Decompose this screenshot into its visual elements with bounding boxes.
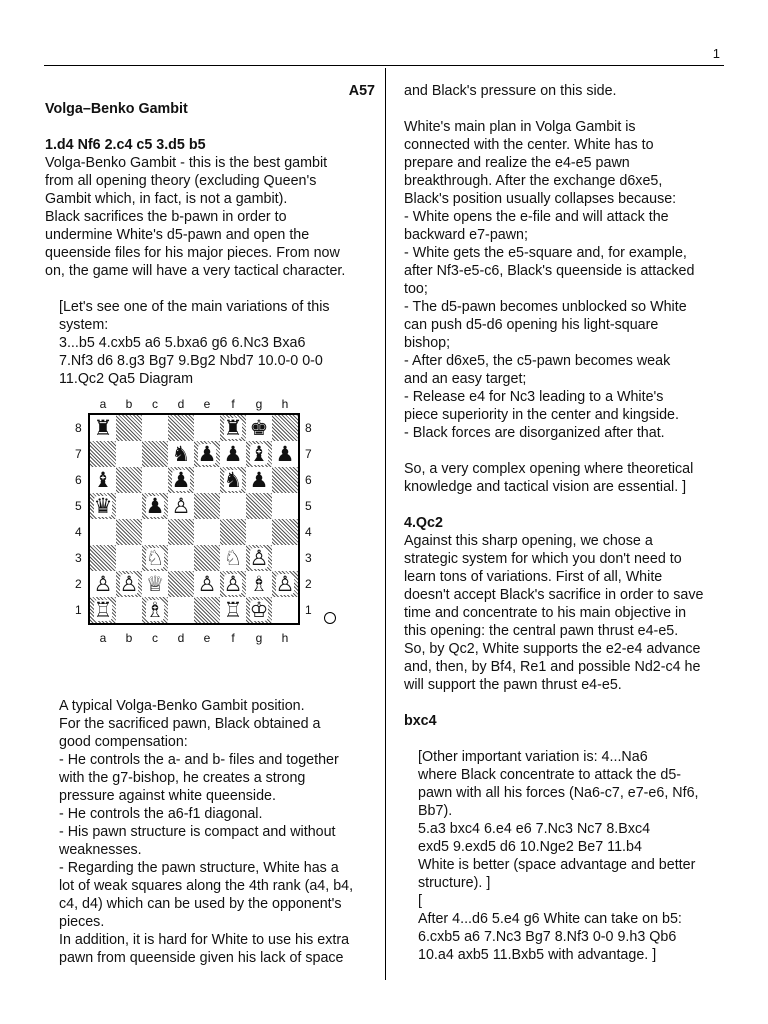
rank-label: 3 [305, 551, 312, 565]
text-line: can push d5-d6 opening his light-square [404, 317, 659, 333]
move-heading-qc2: 4.Qc2 [404, 515, 443, 531]
rank-label: 6 [75, 473, 82, 487]
square-b4 [116, 519, 142, 545]
text-line: weaknesses. [59, 842, 142, 858]
chess-piece: ♟ [171, 467, 191, 492]
file-label: d [177, 397, 185, 411]
chess-piece: ♟ [275, 441, 295, 466]
text-line: learn tons of variations. First of all, White [404, 569, 663, 585]
square-g4 [246, 519, 272, 545]
square-f8 [220, 415, 246, 441]
text-line: - His pawn structure is compact and without [59, 824, 336, 840]
text-line: 6.cxb5 a6 7.Nc3 Bg7 8.Nf3 0-0 9.h3 Qb6 [418, 929, 677, 945]
rank-labels-right [305, 415, 312, 623]
text-line: - After d6xe5, the c5-pawn becomes weak [404, 353, 671, 369]
square-b1 [116, 597, 142, 623]
chess-piece: ♖ [223, 597, 243, 622]
file-label: f [231, 397, 235, 411]
rank-label: 8 [305, 421, 312, 435]
text-line: and Black's pressure on this side. [404, 83, 617, 99]
square-h8 [272, 415, 298, 441]
square-h5 [272, 493, 298, 519]
square-f4 [220, 519, 246, 545]
file-label: b [125, 631, 133, 645]
square-a8 [90, 415, 116, 441]
square-b7 [116, 441, 142, 467]
text-line: knowledge and tactical vision are essential. ] [404, 479, 687, 495]
text-line: Bb7). [418, 803, 453, 819]
text-line: White's main plan in Volga Gambit is [404, 119, 636, 135]
chess-piece: ♙ [197, 571, 217, 596]
text-line: good compensation: [59, 734, 188, 750]
text-line: c4, d4) which can be used by the opponent's [59, 896, 342, 912]
eco-code: A57 [348, 83, 375, 99]
square-a4 [90, 519, 116, 545]
square-a5 [90, 493, 116, 519]
text-line: from all opening theory (excluding Queen's [45, 173, 317, 189]
text-line: - Black forces are disorganized after that. [404, 425, 665, 441]
text-line: 3...b5 4.cxb5 a6 5.bxa6 g6 6.Nc3 Bxa6 [59, 335, 306, 351]
file-label: h [281, 631, 289, 645]
text-line: [Other important variation is: 4...Na6 [418, 749, 648, 765]
chess-piece: ♝ [93, 467, 113, 492]
square-a6 [90, 467, 116, 493]
rank-label: 1 [305, 603, 312, 617]
file-label: e [203, 397, 211, 411]
square-f1 [220, 597, 246, 623]
text-line: - The d5-pawn becomes unblocked so White [404, 299, 687, 315]
square-a1 [90, 597, 116, 623]
text-line: After 4...d6 5.e4 g6 White can take on b5: [418, 911, 682, 927]
chess-piece: ♔ [249, 597, 269, 622]
text-line: [Let's see one of the main variations of this [59, 299, 330, 315]
square-e6 [194, 467, 220, 493]
rank-label: 1 [75, 603, 82, 617]
text-line: So, a very complex opening where theoretical [404, 461, 694, 477]
rank-label: 3 [75, 551, 82, 565]
square-h3 [272, 545, 298, 571]
square-d7 [168, 441, 194, 467]
square-e5 [194, 493, 220, 519]
chess-piece: ♜ [223, 415, 243, 440]
file-label: d [177, 631, 185, 645]
file-label: f [231, 631, 235, 645]
text-line: backward e7-pawn; [404, 227, 528, 243]
square-d6 [168, 467, 194, 493]
text-line: So, by Qc2, White supports the e2-e4 advance [404, 641, 701, 657]
text-line: structure). ] [418, 875, 491, 891]
square-b5 [116, 493, 142, 519]
square-e1 [194, 597, 220, 623]
chess-piece: ♟ [249, 467, 269, 492]
right-column [404, 82, 734, 964]
text-line: doesn't accept Black's sacrifice in order to save [404, 587, 704, 603]
white-to-move-indicator [324, 612, 336, 624]
text-line: - Regarding the pawn structure, White has a [59, 860, 339, 876]
square-g7 [246, 441, 272, 467]
square-g5 [246, 493, 272, 519]
square-e3 [194, 545, 220, 571]
chess-piece: ♙ [249, 545, 269, 570]
text-line: Gambit which, in fact, is not a gambit). [45, 191, 288, 207]
chess-piece: ♙ [119, 571, 139, 596]
square-g1 [246, 597, 272, 623]
text-line: connected with the center. White has to [404, 137, 654, 153]
square-a7 [90, 441, 116, 467]
text-line: prepare and realize the e4-e5 pawn [404, 155, 630, 171]
square-e4 [194, 519, 220, 545]
square-c3 [142, 545, 168, 571]
chess-piece: ♜ [93, 415, 113, 440]
chess-piece: ♙ [275, 571, 295, 596]
header-rule [44, 65, 724, 66]
column-divider [385, 68, 386, 980]
file-label: c [152, 631, 158, 645]
square-h4 [272, 519, 298, 545]
text-line: In addition, it is hard for White to use his extra [59, 932, 350, 948]
rank-label: 5 [305, 499, 312, 513]
qc2-explanation [404, 532, 734, 694]
square-c5 [142, 493, 168, 519]
square-e2 [194, 571, 220, 597]
rank-label: 8 [75, 421, 82, 435]
position-analysis [45, 697, 375, 967]
file-label: e [203, 631, 211, 645]
chess-piece: ♗ [145, 597, 165, 622]
text-line: A typical Volga-Benko Gambit position. [59, 698, 305, 714]
text-line: - White opens the e-file and will attack the [404, 209, 669, 225]
file-label: a [99, 397, 107, 411]
text-line: this opening: the central pawn thrust e4-e5. [404, 623, 679, 639]
square-c8 [142, 415, 168, 441]
rank-label: 4 [75, 525, 82, 539]
rank-label: 2 [75, 577, 82, 591]
square-f7 [220, 441, 246, 467]
text-line: 11.Qc2 Qa5 Diagram [59, 371, 194, 387]
file-label: h [281, 397, 289, 411]
text-line: - Release e4 for Nc3 leading to a White's [404, 389, 664, 405]
text-line: and, then, by Bf4, Re1 and possible Nd2-c4 he [404, 659, 701, 675]
move-heading-bxc4: bxc4 [404, 713, 437, 729]
file-label: c [152, 397, 158, 411]
text-line: too; [404, 281, 428, 297]
square-h6 [272, 467, 298, 493]
file-labels-bottom [90, 629, 298, 647]
text-line: For the sacrificed pawn, Black obtained a [59, 716, 321, 732]
rank-label: 5 [75, 499, 82, 513]
square-g3 [246, 545, 272, 571]
chess-piece: ♘ [223, 545, 243, 570]
text-line: White is better (space advantage and better [418, 857, 696, 873]
file-labels-top [90, 395, 298, 413]
square-f3 [220, 545, 246, 571]
chess-diagram [45, 393, 375, 663]
text-line: where Black concentrate to attack the d5- [418, 767, 682, 783]
chess-board [88, 413, 300, 625]
square-b8 [116, 415, 142, 441]
text-line: Against this sharp opening, we chose a [404, 533, 653, 549]
summary-paragraph [404, 460, 734, 496]
square-h7 [272, 441, 298, 467]
intro-paragraph [45, 154, 375, 280]
square-g6 [246, 467, 272, 493]
rank-label: 7 [75, 447, 82, 461]
text-line: queenside files for his major pieces. From now [45, 245, 340, 261]
chess-piece: ♞ [171, 441, 191, 466]
text-line: Black sacrifices the b-pawn in order to [45, 209, 287, 225]
text-line: [ [418, 893, 422, 909]
file-label: a [99, 631, 107, 645]
square-d1 [168, 597, 194, 623]
square-c6 [142, 467, 168, 493]
square-g2 [246, 571, 272, 597]
square-b3 [116, 545, 142, 571]
text-line: will support the pawn thrust e4-e5. [404, 677, 622, 693]
white-plan-paragraph [404, 118, 734, 442]
continued-paragraph [404, 82, 734, 100]
page-number: 1 [712, 46, 720, 61]
text-line: system: [59, 317, 109, 333]
chess-piece: ♚ [249, 415, 269, 440]
square-a3 [90, 545, 116, 571]
text-line: - White gets the e5-square and, for example, [404, 245, 687, 261]
square-b2 [116, 571, 142, 597]
chess-piece: ♟ [145, 493, 165, 518]
file-label: g [255, 397, 263, 411]
text-line: and an easy target; [404, 371, 527, 387]
opening-title: Volga–Benko Gambit [45, 101, 188, 117]
chess-piece: ♖ [93, 597, 113, 622]
text-line: piece superiority in the center and kingside. [404, 407, 679, 423]
square-c2 [142, 571, 168, 597]
chess-piece: ♛ [93, 493, 113, 518]
text-line: on, the game will have a very tactical character. [45, 263, 346, 279]
chess-piece: ♗ [249, 571, 269, 596]
text-line: - He controls the a- and b- files and together [59, 752, 339, 768]
text-line: after Nf3-e5-c6, Black's queenside is attacked [404, 263, 695, 279]
chess-piece: ♙ [93, 571, 113, 596]
text-line: Black's position usually collapses because: [404, 191, 677, 207]
square-f5 [220, 493, 246, 519]
chess-piece: ♟ [197, 441, 217, 466]
text-line: breakthrough. After the exchange d6xe5, [404, 173, 663, 189]
square-b6 [116, 467, 142, 493]
square-f2 [220, 571, 246, 597]
rank-labels-left [75, 415, 82, 623]
text-line: pieces. [59, 914, 105, 930]
other-variations [404, 748, 734, 964]
square-e8 [194, 415, 220, 441]
text-line: - He controls the a6-f1 diagonal. [59, 806, 263, 822]
text-line: exd5 9.exd5 d6 10.Nge2 Be7 11.b4 [418, 839, 642, 855]
rank-label: 6 [305, 473, 312, 487]
square-c4 [142, 519, 168, 545]
chess-piece: ♝ [249, 441, 269, 466]
square-g8 [246, 415, 272, 441]
file-label: b [125, 397, 133, 411]
square-e7 [194, 441, 220, 467]
chess-piece: ♙ [223, 571, 243, 596]
chess-piece: ♙ [171, 493, 191, 518]
square-c7 [142, 441, 168, 467]
rank-label: 7 [305, 447, 312, 461]
text-line: with the g7-bishop, he creates a strong [59, 770, 306, 786]
rank-label: 4 [305, 525, 312, 539]
text-line: undermine White's d5-pawn and open the [45, 227, 310, 243]
text-line: pressure against white queenside. [59, 788, 276, 804]
opening-moves: 1.d4 Nf6 2.c4 c5 3.d5 b5 [45, 137, 206, 153]
square-d5 [168, 493, 194, 519]
square-f6 [220, 467, 246, 493]
square-d8 [168, 415, 194, 441]
square-d3 [168, 545, 194, 571]
square-d4 [168, 519, 194, 545]
square-h1 [272, 597, 298, 623]
text-line: strategic system for which you don't need to [404, 551, 682, 567]
text-line: 7.Nf3 d6 8.g3 Bg7 9.Bg2 Nbd7 10.0-0 0-0 [59, 353, 323, 369]
text-line: bishop; [404, 335, 451, 351]
text-line: Volga-Benko Gambit - this is the best gambit [45, 155, 328, 171]
text-line: time and concentrate to his main objective in [404, 605, 687, 621]
file-label: g [255, 631, 263, 645]
text-line: pawn from queenside given his lack of space [59, 950, 344, 966]
text-line: 10.a4 axb5 11.Bxb5 with advantage. ] [418, 947, 657, 963]
chess-piece: ♞ [223, 467, 243, 492]
square-a2 [90, 571, 116, 597]
chess-piece: ♘ [145, 545, 165, 570]
square-c1 [142, 597, 168, 623]
main-variation [45, 298, 375, 388]
text-line: pawn with all his forces (Na6-c7, e7-e6, Nf6, [418, 785, 699, 801]
square-d2 [168, 571, 194, 597]
text-line: 5.a3 bxc4 6.e4 e6 7.Nc3 Nc7 8.Bxc4 [418, 821, 651, 837]
left-column [45, 82, 375, 967]
chess-piece: ♕ [145, 571, 165, 596]
rank-label: 2 [305, 577, 312, 591]
text-line: lot of weak squares along the 4th rank (a4, b4, [59, 878, 354, 894]
chess-piece: ♟ [223, 441, 243, 466]
square-h2 [272, 571, 298, 597]
